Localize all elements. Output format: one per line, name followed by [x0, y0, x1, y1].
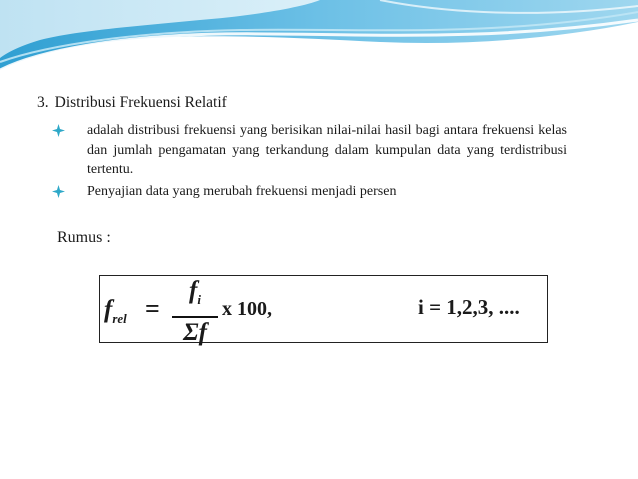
formula-lhs: $f_{rel}$ — [104, 296, 127, 326]
formula-multiplier: x 100, — [222, 298, 272, 320]
section-number: 3. — [37, 94, 49, 111]
list-item — [52, 121, 567, 180]
diamond-bullet-icon — [52, 124, 65, 137]
formula-box — [99, 275, 548, 346]
diamond-bullet-icon — [52, 185, 65, 198]
formula-index: i = 1,2,3, .... — [418, 295, 520, 319]
formula-denominator: Σf — [183, 319, 207, 346]
section-title: Distribusi Frekuensi Relatif — [54, 94, 227, 111]
formula-equals: = — [145, 294, 160, 323]
rumus-label: Rumus : — [57, 229, 111, 246]
formula-numerator: $f_i$ — [189, 277, 201, 307]
formula-fraction — [172, 276, 218, 348]
bullet-text-presentation: Penyajian data yang merubah frekuensi menjadi persen — [87, 183, 397, 199]
bullet-list — [52, 121, 567, 203]
list-item — [52, 182, 567, 202]
bullet-text-definition: adalah distribusi frekuensi yang berisikan nilai-nilai hasil bagi antara frekuensi kelas dan jumlah pengamatan yang terkandung dalam kumpulan data yang terdistribusi tertentu. — [87, 123, 567, 177]
section-heading — [37, 94, 227, 112]
header-wave-banner — [0, 0, 638, 80]
